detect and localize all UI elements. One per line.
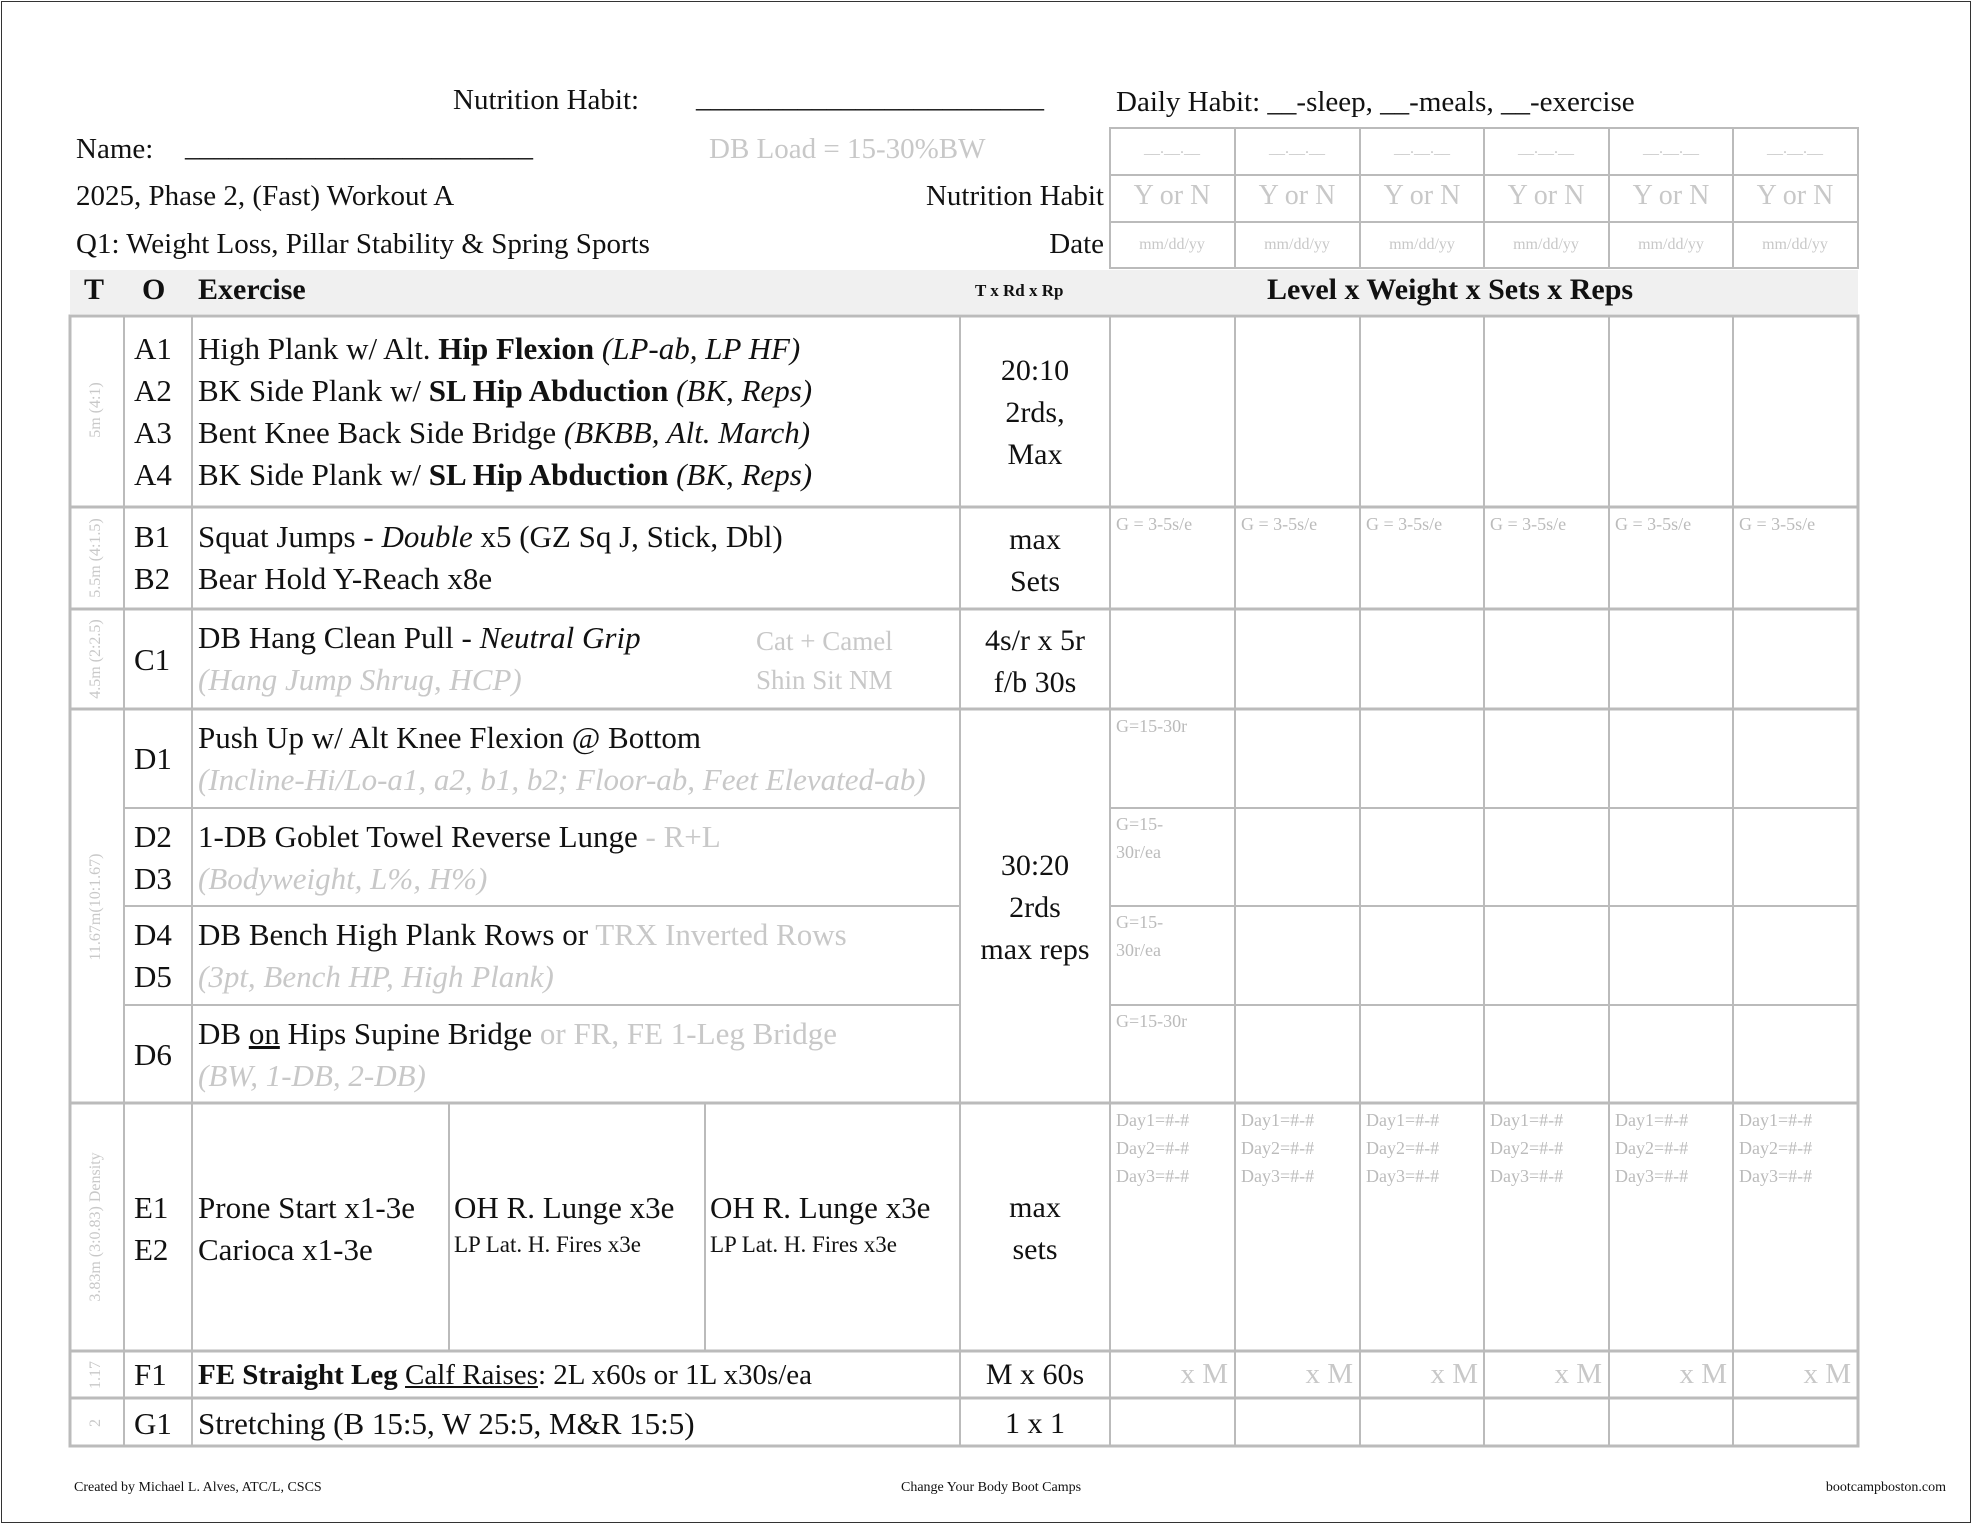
day-2-f-note[interactable]: x M: [1305, 1358, 1353, 1390]
day-1-b-note[interactable]: G = 3-5s/e: [1116, 514, 1193, 534]
section-d-scheme: 30:20 2rds max reps: [980, 849, 1090, 966]
day-1-e-note-1[interactable]: Day1=#-#: [1116, 1110, 1190, 1130]
day-2-nutrition-yn[interactable]: Y or N: [1258, 180, 1336, 211]
day-6-date[interactable]: mm/dd/yy: [1762, 236, 1828, 253]
section-e-scheme: max sets: [1009, 1191, 1061, 1266]
day-5-date[interactable]: mm/dd/yy: [1638, 236, 1704, 253]
day-5-f-note[interactable]: x M: [1679, 1358, 1727, 1390]
day-6-nutrition-yn[interactable]: Y or N: [1756, 180, 1834, 211]
day-1-date[interactable]: mm/dd/yy: [1139, 236, 1205, 253]
section-d1-code: D1: [134, 741, 172, 776]
day-1-e-note-2[interactable]: Day2=#-#: [1116, 1138, 1190, 1158]
section-e-col2: OH R. Lunge x3e LP Lat. H. Fires x3e: [454, 1190, 675, 1257]
day-2-b-note[interactable]: G = 3-5s/e: [1241, 514, 1318, 534]
section-e-time: 3.83m (3:0.83) Density: [87, 1152, 104, 1302]
day-3-e-note-1[interactable]: Day1=#-#: [1366, 1110, 1440, 1130]
section-f-code: F1: [134, 1357, 167, 1392]
day-5-b-note[interactable]: G = 3-5s/e: [1615, 514, 1692, 534]
section-f-time: 1.17: [87, 1361, 104, 1389]
col-header-log: Level x Weight x Sets x Reps: [1267, 273, 1634, 306]
day-3-f-note[interactable]: x M: [1430, 1358, 1478, 1390]
day-4-nutrition-yn[interactable]: Y or N: [1507, 180, 1585, 211]
exercise-a4: BK Side Plank w/ SL Hip Abduction (BK, Reps): [198, 457, 813, 492]
section-c-side: Cat + Camel Shin Sit NM: [756, 626, 893, 695]
exercise-a1: High Plank w/ Alt. Hip Flexion (LP-ab, LP HF): [198, 331, 801, 366]
day-2-e-note-2[interactable]: Day2=#-#: [1241, 1138, 1315, 1158]
day-5-e-note-2[interactable]: Day2=#-#: [1615, 1138, 1689, 1158]
section-f-scheme: M x 60s: [985, 1358, 1085, 1391]
section-g-code: G1: [134, 1406, 172, 1441]
db-load: DB Load = 15-30%BW: [709, 133, 986, 165]
day-4-date[interactable]: mm/dd/yy: [1513, 236, 1579, 253]
footer-author: Created by Michael L. Alves, ATC/L, CSCS: [74, 1480, 322, 1495]
section-g-time: 2: [87, 1419, 104, 1427]
day-1-e-note-3[interactable]: Day3=#-#: [1116, 1166, 1190, 1186]
col-header-exercise: Exercise: [198, 273, 306, 306]
section-b-time: 5.5m (4:1.5): [87, 518, 104, 598]
day-6-b-note[interactable]: G = 3-5s/e: [1739, 514, 1816, 534]
section-d6-code: D6: [134, 1037, 172, 1072]
daily-habit[interactable]: Daily Habit: __-sleep, __-meals, __-exercise: [1116, 86, 1635, 118]
day-6-e-note-2[interactable]: Day2=#-#: [1739, 1138, 1813, 1158]
section-b-scheme: max Sets: [1009, 523, 1061, 598]
section-a-time: 5m (4:1): [87, 382, 104, 438]
day-4-f-note[interactable]: x M: [1554, 1358, 1602, 1390]
exercise-a3: Bent Knee Back Side Bridge (BKBB, Alt. March): [198, 415, 811, 450]
day-4-e-note-3[interactable]: Day3=#-#: [1490, 1166, 1564, 1186]
day-3-blank-cell[interactable]: __.__.__: [1394, 140, 1450, 157]
day-6-f-note[interactable]: x M: [1803, 1358, 1851, 1390]
section-a-codes: A1 A2 A3 A4: [134, 331, 172, 492]
exercise-g1: Stretching (B 15:5, W 25:5, M&R 15:5): [198, 1406, 695, 1441]
section-e-col3: OH R. Lunge x3e LP Lat. H. Fires x3e: [710, 1190, 931, 1257]
day-2-blank-cell[interactable]: __.__.__: [1269, 140, 1325, 157]
col-header-t: T: [84, 273, 105, 306]
workout-title: 2025, Phase 2, (Fast) Workout A: [76, 180, 455, 212]
d45-note: G=15- 30r/ea: [1116, 912, 1164, 960]
day-5-e-note-3[interactable]: Day3=#-#: [1615, 1166, 1689, 1186]
day-2-date[interactable]: mm/dd/yy: [1264, 236, 1330, 253]
day-2-e-note-3[interactable]: Day3=#-#: [1241, 1166, 1315, 1186]
footer-brand: Change Your Body Boot Camps: [901, 1480, 1082, 1495]
day-4-blank-cell[interactable]: __.__.__: [1518, 140, 1574, 157]
day-3-date[interactable]: mm/dd/yy: [1389, 236, 1455, 253]
section-d-time: 11.67m(10:1.67): [87, 853, 104, 961]
section-d45-codes: D4 D5: [134, 917, 172, 994]
exercise-d6: DB on Hips Supine Bridge or FR, FE 1-Leg Bridge (BW, 1-DB, 2-DB): [198, 1016, 837, 1093]
section-a-exercises: [198, 328, 812, 496]
col-header-o: O: [142, 273, 166, 306]
day-1-nutrition-yn[interactable]: Y or N: [1133, 180, 1211, 211]
day-4-b-note[interactable]: G = 3-5s/e: [1490, 514, 1567, 534]
col-header-trdrp: T x Rd x Rp: [975, 281, 1064, 300]
section-d23-codes: D2 D3: [134, 819, 172, 896]
day-4-e-note-2[interactable]: Day2=#-#: [1490, 1138, 1564, 1158]
section-b-codes: B1 B2: [134, 519, 171, 596]
exercise-b2: Bear Hold Y-Reach x8e: [198, 561, 493, 596]
nutrition-habit-field[interactable]: ________________________: [696, 82, 1044, 114]
d23-note: G=15- 30r/ea: [1116, 814, 1164, 862]
exercise-b1: Squat Jumps - Double x5 (GZ Sq J, Stick, Dbl): [198, 519, 783, 554]
section-e-codes: E1 E2: [134, 1190, 169, 1267]
day-1-f-note[interactable]: x M: [1180, 1358, 1228, 1390]
d1-note: G=15-30r: [1116, 716, 1188, 736]
section-c-time: 4.5m (2:2.5): [87, 619, 104, 699]
day-4-e-note-1[interactable]: Day1=#-#: [1490, 1110, 1564, 1130]
section-b-exercises: [198, 516, 783, 600]
day-6-blank-cell[interactable]: __.__.__: [1767, 140, 1823, 157]
quarter-focus: Q1: Weight Loss, Pillar Stability & Spring Sports: [76, 228, 650, 260]
section-c-code: C1: [134, 642, 171, 677]
day-3-e-note-2[interactable]: Day2=#-#: [1366, 1138, 1440, 1158]
nutrition-habit-label: Nutrition Habit:: [453, 84, 640, 116]
day-5-e-note-1[interactable]: Day1=#-#: [1615, 1110, 1689, 1130]
day-6-e-note-1[interactable]: Day1=#-#: [1739, 1110, 1813, 1130]
day-2-e-note-1[interactable]: Day1=#-#: [1241, 1110, 1315, 1130]
day-1-blank-cell[interactable]: __.__.__: [1144, 140, 1200, 157]
day-3-e-note-3[interactable]: Day3=#-#: [1366, 1166, 1440, 1186]
section-c-scheme: 4s/r x 5r f/b 30s: [985, 624, 1085, 699]
section-a-scheme: 20:10 2rds, Max: [1000, 354, 1070, 471]
day-5-nutrition-yn[interactable]: Y or N: [1632, 180, 1710, 211]
section-g-scheme: 1 x 1: [1005, 1407, 1065, 1440]
exercise-d2-d3: 1-DB Goblet Towel Reverse Lunge - R+L (Bodyweight, L%, H%): [198, 819, 721, 896]
exercise-c1: DB Hang Clean Pull - Neutral Grip (Hang Jump Shrug, HCP): [198, 620, 641, 697]
d6-note: G=15-30r: [1116, 1011, 1188, 1031]
day-5-blank-cell[interactable]: __.__.__: [1643, 140, 1699, 157]
exercise-a2: BK Side Plank w/ SL Hip Abduction (BK, Reps): [198, 373, 813, 408]
exercise-d1: Push Up w/ Alt Knee Flexion @ Bottom (Incline-Hi/Lo-a1, a2, b1, b2; Floor-ab, Feet Elevated-ab): [198, 720, 926, 797]
day-3-nutrition-yn[interactable]: Y or N: [1383, 180, 1461, 211]
date-row-label: Date: [1049, 228, 1104, 260]
day-6-e-note-3[interactable]: Day3=#-#: [1739, 1166, 1813, 1186]
section-e-col1: Prone Start x1-3e Carioca x1-3e: [198, 1190, 415, 1267]
day-3-b-note[interactable]: G = 3-5s/e: [1366, 514, 1443, 534]
name-label: Name:: [76, 133, 154, 165]
exercise-f1: FE Straight Leg Calf Raises: 2L x60s or 1L x30s/ea: [198, 1359, 813, 1391]
footer-website: bootcampboston.com: [1825, 1480, 1946, 1495]
nutrition-habit-row-label: Nutrition Habit: [925, 180, 1104, 212]
exercise-d4-d5: DB Bench High Plank Rows or TRX Inverted Rows (3pt, Bench HP, High Plank): [198, 917, 847, 994]
name-field[interactable]: ________________________: [185, 131, 533, 163]
